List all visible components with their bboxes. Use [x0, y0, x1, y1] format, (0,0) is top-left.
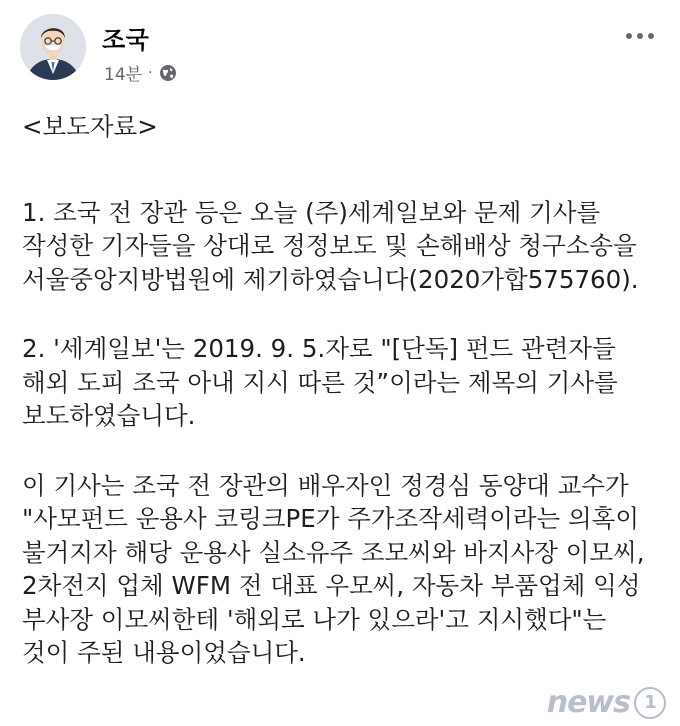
- author-name[interactable]: 조국: [102, 26, 150, 54]
- post-meta: [104, 60, 177, 85]
- more-horizontal-icon: [648, 33, 654, 39]
- globe-icon: [159, 64, 177, 82]
- post-line: 이 기사는 조국 전 장관의 배우자인 정경심 동양대 교수가: [22, 470, 629, 500]
- post-line: 2. '세계일보'는 2019. 9. 5.자로 "[단독] 펀드 관련자들: [22, 334, 616, 363]
- post-time[interactable]: 14분: [104, 65, 143, 85]
- post-line: 해외 도피 조국 아내 지시 따른 것”이라는 제목의 기사를: [22, 367, 618, 397]
- meta-separator: ·: [148, 64, 153, 81]
- post-header: [20, 14, 660, 86]
- post-body: [22, 110, 662, 670]
- post-line: 서울중앙지방법원에 제기하였습니다(2020가합575760).: [22, 264, 639, 294]
- post-line: 것이 주된 내용이었습니다.: [22, 638, 306, 667]
- post-line: 작성한 기자들을 상대로 정정보도 및 손해배상 청구소송을: [22, 231, 637, 260]
- post-line: 불거지자 해당 운용사 실소유주 조모씨와 바지사장 이모씨,: [22, 537, 645, 567]
- post-line: <보도자료>: [22, 112, 158, 141]
- avatar[interactable]: [20, 14, 86, 80]
- more-options-button[interactable]: [622, 24, 658, 48]
- watermark-text: news: [546, 685, 630, 720]
- news1-watermark: [547, 685, 666, 720]
- post-line: "사모펀드 운용사 코링크PE가 주가조작세력이라는 의혹이: [22, 504, 640, 533]
- post-line: 1. 조국 전 장관 등은 오늘 (주)세계일보와 문제 기사를: [22, 197, 601, 227]
- post-line: 부사장 이모씨한테 '해외로 나가 있으라'고 지시했다"는: [22, 604, 607, 634]
- post-line: 2차전지 업체 WFM 전 대표 우모씨, 자동차 부품업체 익성: [22, 571, 641, 600]
- more-horizontal-icon: [637, 33, 643, 39]
- post-line: 보도하였습니다.: [22, 401, 196, 430]
- avatar-image: [20, 14, 86, 80]
- watermark-badge: 1: [634, 687, 666, 719]
- more-horizontal-icon: [626, 33, 632, 39]
